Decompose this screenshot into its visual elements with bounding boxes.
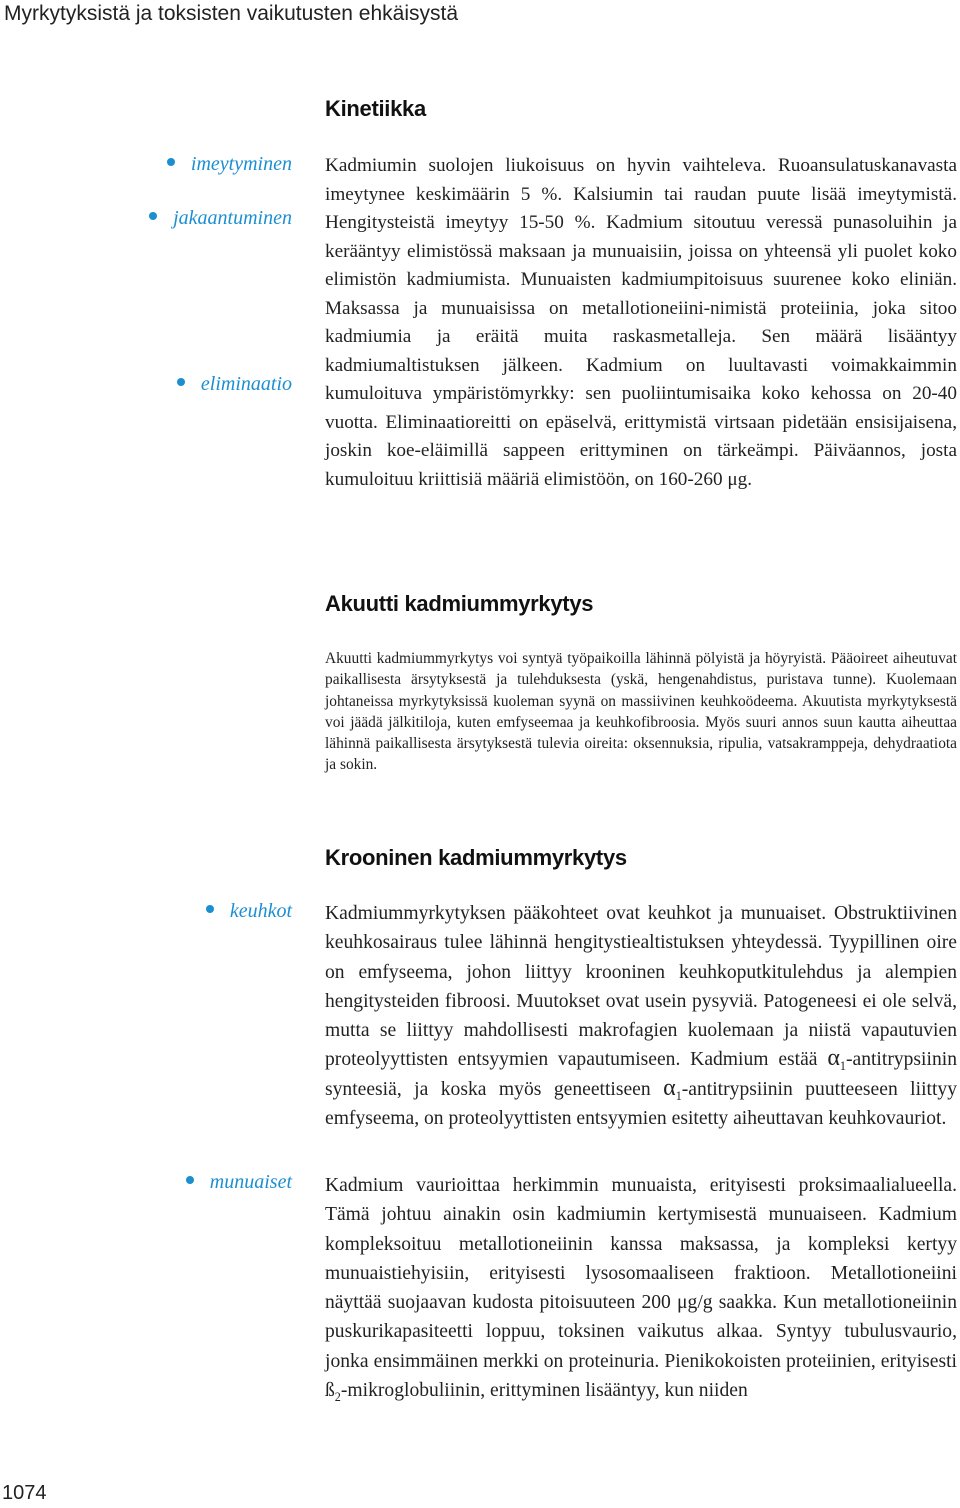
margin-note-imeytyminen: imeytyminen [167, 153, 292, 176]
paragraph-akuutti: Akuutti kadmiummyrkytys voi syntyä työpaikoilla lähinnä pölyistä ja höyryistä. Pääoireet aiheutuvat paikallisesta ärsytyksestä ja tulehduksesta (yskä, hengenahdistus, puristava tunne). Kuolemaan johtaneissa myrkytyksissä kuoleman syynä on massiivinen keuhkoödeema. Akuutista myrkytyksestä voi jäädä jälkitiloja, kuten emfyseemaa ja keuhkofibroosia. Myös suuri annos suun kautta aiheuttaa lähinnä paikallisesta ärsytyksestä tulevia oireita: oksennuksia, ripulia, vatsakramppeja, dehydraatiota ja sokin. [325, 650, 957, 774]
margin-note-eliminaatio: eliminaatio [177, 373, 292, 396]
bullet-icon [177, 378, 185, 386]
margin-note-munuaiset: munuaiset [186, 1171, 292, 1194]
margin-note-keuhkot: keuhkot [206, 900, 292, 923]
heading-kinetiikka: Kinetiikka [325, 96, 426, 121]
alpha-symbol: α [663, 1074, 676, 1101]
running-header: Myrkytyksistä ja toksisten vaikutusten ehkäisystä [4, 2, 459, 25]
heading-krooninen: Krooninen kadmiummyrkytys [325, 845, 627, 870]
paragraph-krooninen-munuaiset: Kadmium vaurioittaa herkimmin munuaista, erityisesti proksimaalialueella. Tämä johtuu ainakin osin kadmiumin kertymisestä munuaiseen. Kadmium kompleksoituu metallotioneiinin kanssa maksassa, ja kompleksi kertyy munuaistiehyisiin, erityisesti lysosomaaliseen fraktioon. Metallotioneiini näyttää suojaavan kudosta pitoisuuteen 200 μg/g saakka. Kun metallotioneiinin puskurikapasiteetti loppuu, toksinen vaikutus alkaa. Syntyy tubulusvaurio, jonka ensimmäinen merkki on proteinuria. Pienikokoisten proteiinien, erityisesti $ß_2$-mikroglobuliinin, erittyminen lisääntyy, kun niiden [325, 1175, 957, 1404]
page-number: 1074 [2, 1482, 47, 1504]
bullet-icon [186, 1176, 194, 1184]
alpha-symbol: α [827, 1045, 840, 1072]
paragraph-krooninen-keuhkot: Kadmiummyrkytyksen pääkohteet ovat keuhkot ja munuaiset. Obstruktiivinen keuhkosairaus tulee lähinnä hengitystiealtistuksen yhteydessä. Tyypillinen oire on emfyseema, johon liittyy krooninen keuhkoputkitulehdus ja alempien hengitysteiden fibroosi. Muutokset ovat usein pysyviä. Patogeneesi ei ole selvä, mutta se liittyy mahdollisesti makrofagien kuolemaan ja niistä vapautuvien proteolyyttisten entsyymien vapautumiseen. Kadmium estää $\alpha_1$-antitrypsiinin synteesiä, ja koska myös geneettiseen $\alpha_1$-antitrypsiinin puutteeseen liittyy emfyseema, on proteolyyttisten entsyymien esitetty aiheuttavan keuhkovauriot. [325, 903, 957, 1130]
heading-akuutti: Akuutti kadmiummyrkytys [325, 591, 594, 616]
beta-symbol: ß [325, 1380, 335, 1402]
bullet-icon [149, 212, 157, 220]
bullet-icon [167, 158, 175, 166]
margin-note-jakaantuminen: jakaantuminen [149, 207, 292, 230]
paragraph-kinetiikka: Kadmiumin suolojen liukoisuus on hyvin vaihteleva. Ruoansulatuskanavasta imeytynee keskimäärin 5 %. Kalsiumin tai raudan puute lisää imeytymistä. Hengitysteistä imeytyy 15-50 %. Kadmium sitoutuu veressä punasoluihin ja kerääntyy elimistössä maksaan ja munuaisiin, joissa on yhteensä yli puolet koko elimistön kadmiumista. Munuaisten kadmiumpitoisuus suurenee koko eliniän. Maksassa ja munuaisissa on metallotioneiini-nimistä proteiinia, joka sitoo kadmiumia ja eräitä muita raskasmetalleja. Sen määrä lisääntyy kadmiumaltistuksen jälkeen. Kadmium on luultavasti voimakkaimmin kumuloituva ympäristömyrkky: sen puoliintumisaika koko kehossa on 20-40 vuotta. Eliminaatioreitti on epäselvä, erittymistä virtsaan pidetään ensisijaisena, joskin koe-eläimillä sappeen erittyminen on tärkeämpi. Päiväannos, josta kumuloituu kriittisiä määriä elimistöön, on 160-260 μg. [325, 155, 957, 490]
bullet-icon [206, 905, 214, 913]
